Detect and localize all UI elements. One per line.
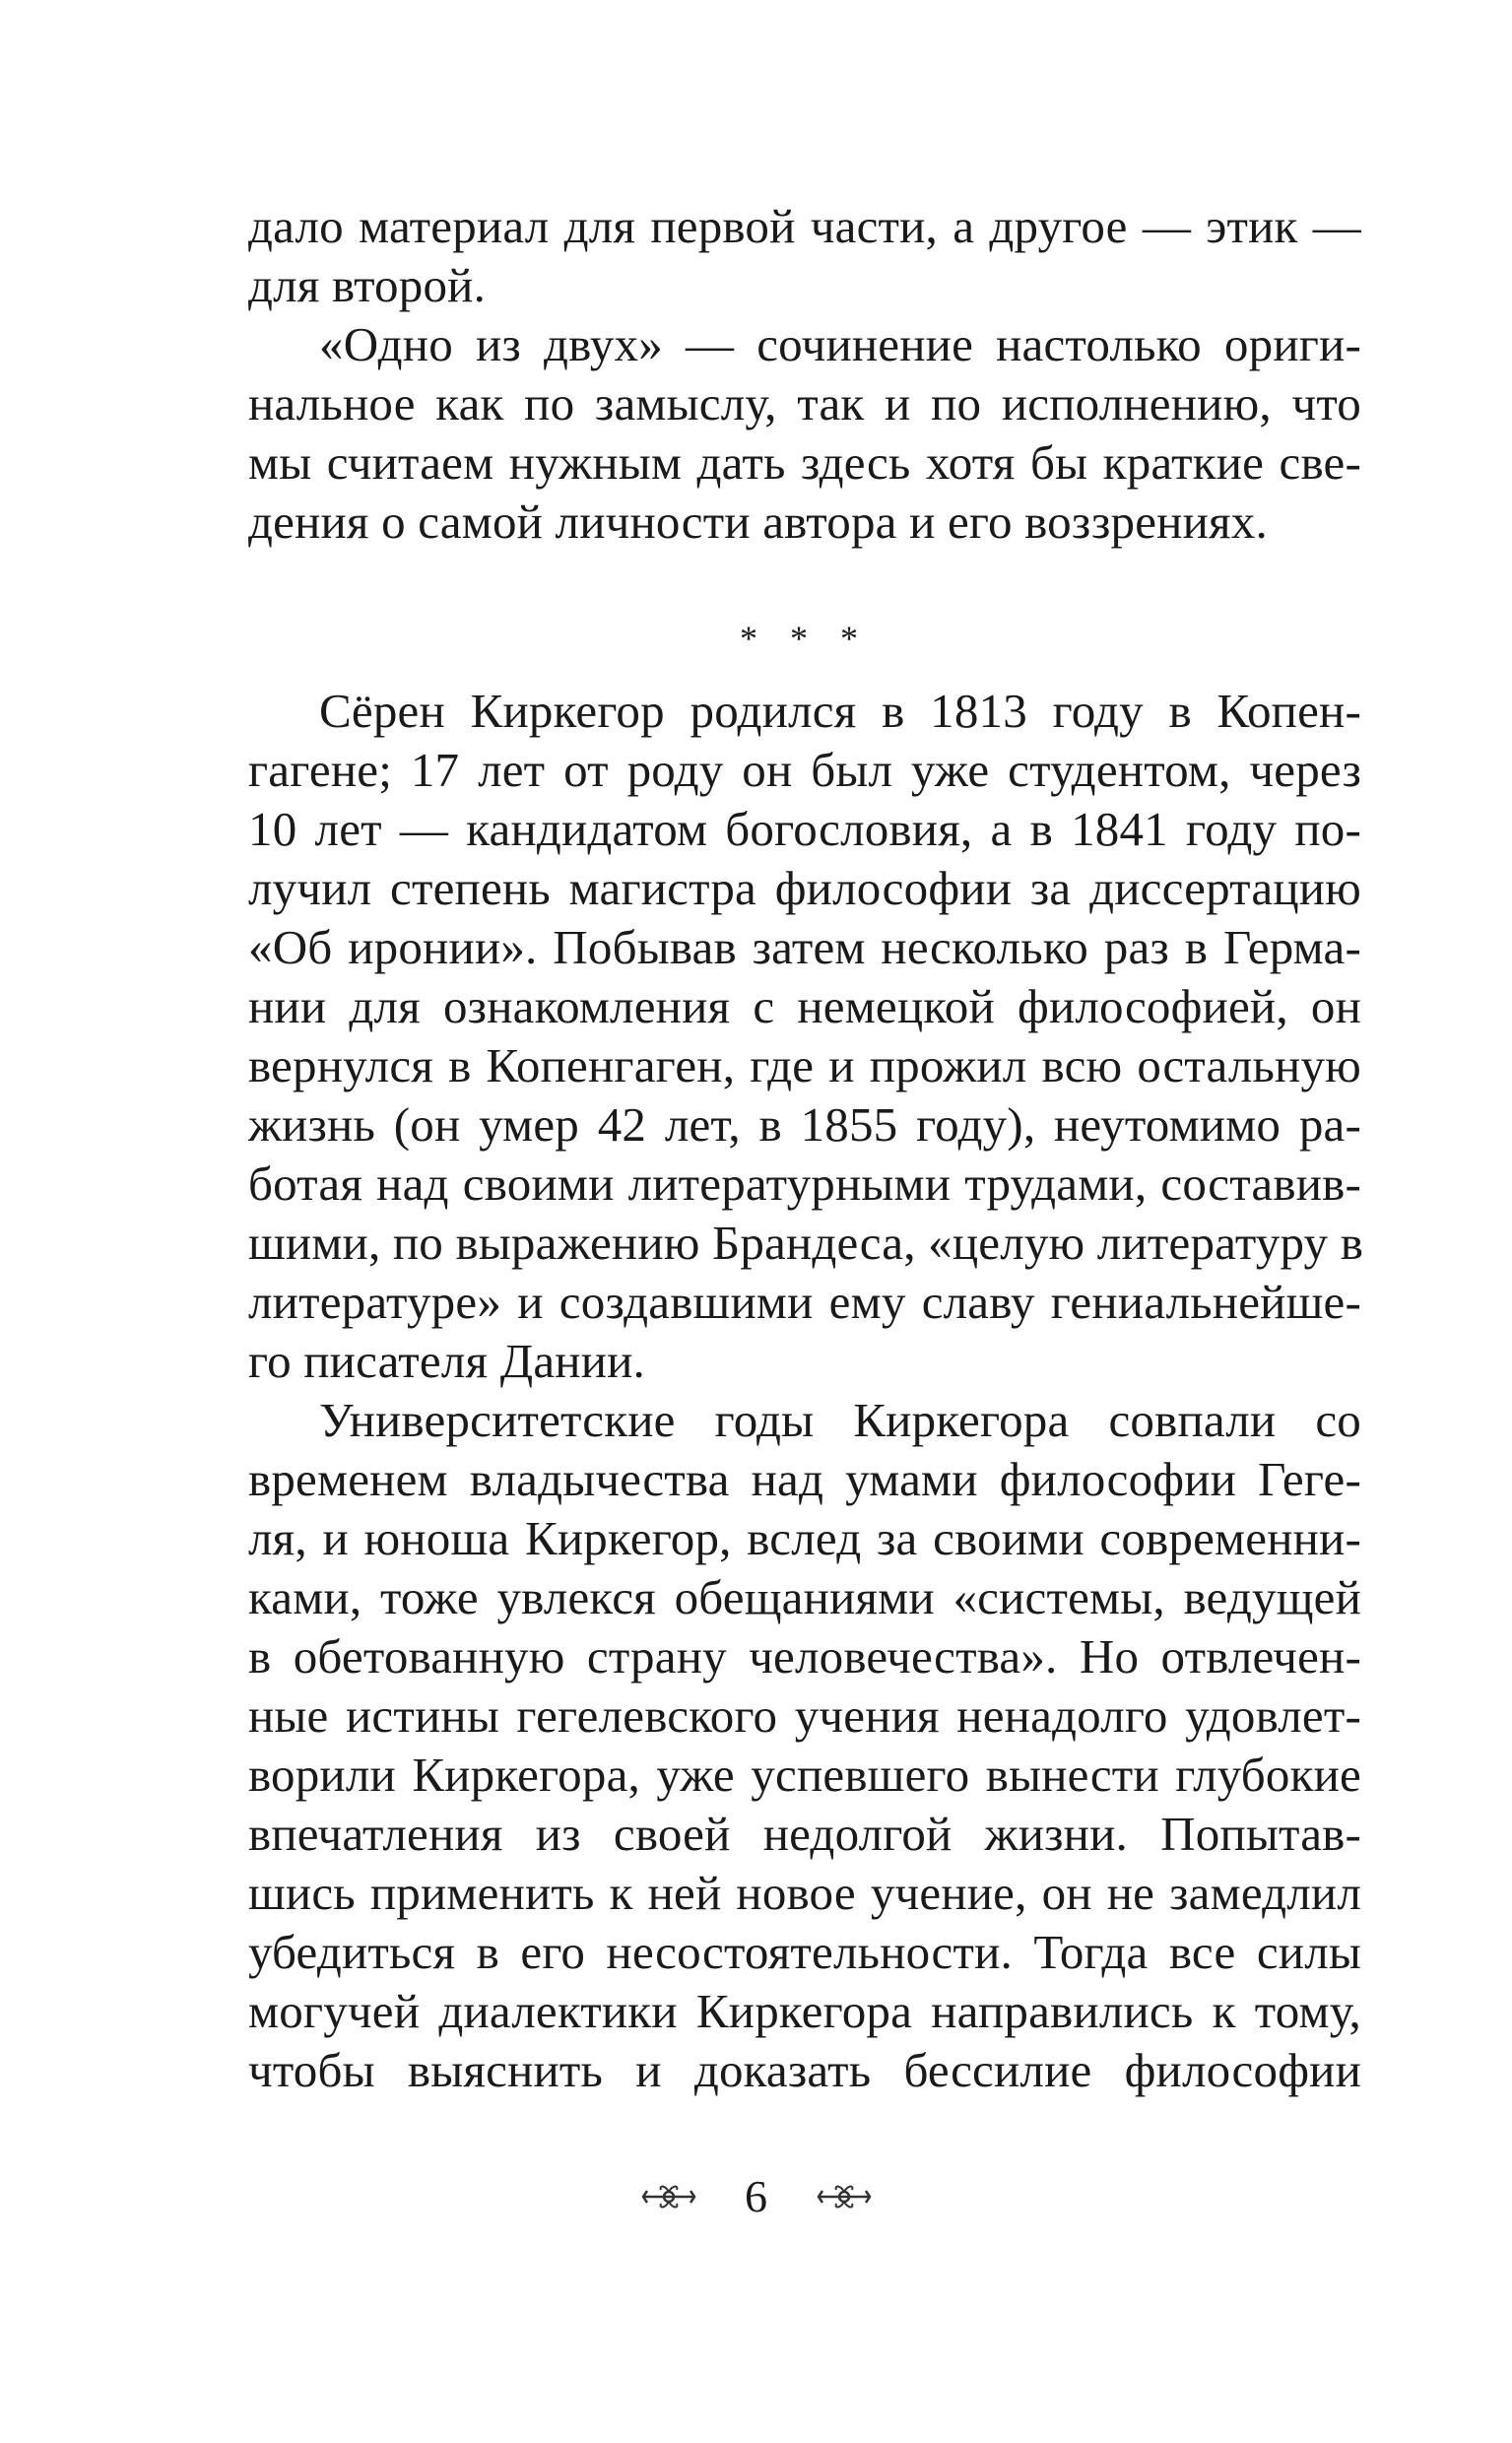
paragraph	[248, 197, 1361, 315]
text-line: «Об иронии». Побывав затем несколько раз в Герма-	[248, 920, 1361, 974]
paragraph	[248, 682, 1364, 1391]
text-line: ные истины гегелевского учения ненадолго удовлет-	[248, 1688, 1361, 1743]
text-line: литературе» и создавшими ему славу гениальнейше-	[248, 1275, 1361, 1329]
text-line: жизнь (он умер 42 лет, в 1855 году), неутомимо ра-	[248, 1097, 1361, 1152]
text-line: нальное как по замыслу, так и по исполнению, что	[248, 376, 1361, 430]
text-line: шись применить к ней новое учение, он не замедлил	[248, 1866, 1361, 1920]
text-line: шими, по выражению Брандеса, «целую литературу в	[248, 1216, 1364, 1270]
text-line: ботая над своими литературными трудами, составив-	[248, 1156, 1361, 1211]
section-separator: * * *	[740, 619, 870, 658]
text-line: ворили Киркегора, уже успевшего вынести глубокие	[248, 1748, 1361, 1802]
fleuron-ornament-icon	[639, 2179, 698, 2214]
text-line: нии для ознакомления с немецкой философией, он	[248, 979, 1361, 1033]
text-line: для второй.	[248, 258, 487, 312]
text-line: гагене; 17 лет от роду он был уже студентом, через	[248, 743, 1361, 797]
text-line: ля, и юноша Киркегор, вслед за своими современни-	[248, 1511, 1361, 1565]
text-line: чтобы выяснить и доказать бессилие философии	[248, 2043, 1361, 2097]
paragraph	[248, 315, 1361, 552]
text-line: «Одно из двух» — сочинение настолько ориги-	[319, 317, 1361, 371]
fleuron-ornament-icon	[815, 2179, 874, 2214]
text-line: Университетские годы Киркегора совпали со	[319, 1393, 1361, 1447]
text-line: дения о самой личности автора и его воззрениях.	[248, 495, 1268, 549]
text-line: го писателя Дании.	[248, 1334, 645, 1388]
text-line: убедиться в его несостоятельности. Тогда все силы	[248, 1925, 1361, 1979]
text-line: впечатления из своей недолгой жизни. Попытав-	[248, 1807, 1361, 1861]
page-body	[248, 197, 1364, 2100]
text-line: временем владычества над умами философии Геге-	[248, 1452, 1361, 1506]
text-line: лучил степень магистра философии за диссертацию	[248, 861, 1361, 915]
text-line: могучей диалектики Киркегора направились к тому,	[248, 1984, 1361, 2038]
text-line: мы считаем нужным дать здесь хотя бы краткие све-	[248, 435, 1361, 490]
paragraph	[248, 1391, 1361, 2100]
text-line: ками, тоже увлекся обещаниями «системы, ведущей	[248, 1570, 1361, 1624]
page-footer	[0, 2163, 1512, 2226]
text-line: Сёрен Киркегор родился в 1813 году в Копен-	[319, 684, 1361, 738]
page-number: 6	[745, 2171, 767, 2222]
text-line: дало материал для первой части, а другое — этик —	[248, 199, 1361, 253]
text-line: 10 лет — кандидатом богословия, а в 1841 году по-	[248, 802, 1361, 856]
text-line: в обетованную страну человечества». Но отвлечен-	[248, 1629, 1361, 1684]
text-line: вернулся в Копенгаген, где и прожил всю остальную	[248, 1038, 1361, 1092]
